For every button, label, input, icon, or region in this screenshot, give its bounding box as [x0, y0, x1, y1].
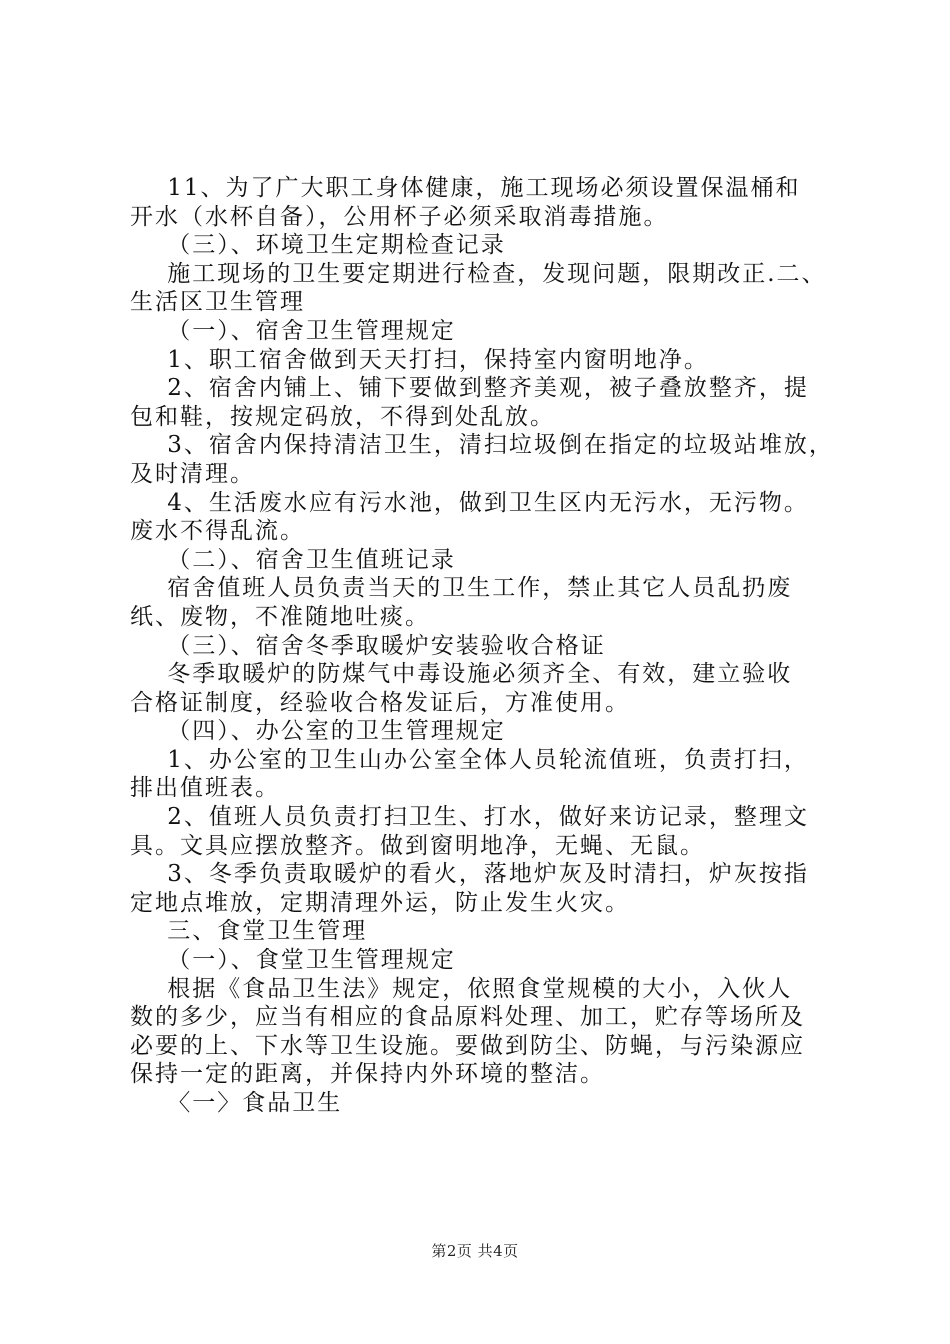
text-line: 2、宿舍内铺上、铺下要做到整齐美观，被子叠放整齐，提 — [130, 375, 809, 402]
section-heading: （三）、环境卫生定期检查记录 — [130, 232, 506, 259]
text-line: 1、职工宿舍做到天天打扫，保持室内窗明地净。 — [130, 346, 709, 373]
text-line: 数的多少，应当有相应的食品原料处理、加工，贮存等场所及 — [130, 1004, 805, 1031]
text-line: 生活区卫生管理 — [130, 289, 305, 316]
section-heading: （四）、办公室的卫生管理规定 — [130, 718, 506, 745]
section-heading: （二）、宿舍卫生值班记录 — [130, 546, 456, 573]
section-heading: （一）、食堂卫生管理规定 — [130, 947, 456, 974]
text-line: 排出值班表。 — [130, 775, 280, 802]
text-line: 合格证制度，经验收合格发证后，方准使用。 — [130, 689, 630, 716]
page-footer: 第2页 共4页 — [431, 1242, 519, 1260]
text-line: 保持一定的距离，并保持内外环境的整洁。 — [130, 1061, 605, 1088]
text-line: 废水不得乱流。 — [130, 518, 305, 545]
text-line: 4、生活废水应有污水池，做到卫生区内无污水，无污物。 — [130, 489, 809, 516]
section-heading: （三）、宿舍冬季取暖炉安装验收合格证 — [130, 632, 606, 659]
text-line: 冬季取暖炉的防煤气中毒设施必须齐全、有效，建立验收 — [130, 661, 793, 688]
text-line: 施工现场的卫生要定期进行检查，发现问题，限期改正.二、 — [130, 260, 827, 287]
body-text — [130, 174, 834, 1118]
text-line: 具。文具应摆放整齐。做到窗明地净，无蝇、无鼠。 — [130, 832, 705, 859]
text-line: 及时清理。 — [130, 460, 255, 487]
text-line: 开水（水杯自备），公用杯子必须采取消毒措施。 — [130, 203, 669, 230]
text-line: 11、为了广大职工身体健康，施工现场必须设置保温桶和 — [130, 175, 801, 201]
text-line: 3、冬季负责取暖炉的看火，落地炉灰及时清扫，炉灰按指 — [130, 861, 809, 888]
text-line: 1、办公室的卫生山办公室全体人员轮流值班，负责打扫， — [130, 746, 809, 773]
section-heading: 〈一〉食品卫生 — [130, 1090, 343, 1116]
text-line: 包和鞋，按规定码放，不得到处乱放。 — [130, 403, 555, 430]
text-line: 2、值班人员负责打扫卫生、打水，做好来访记录，整理文 — [130, 804, 809, 831]
section-heading: 三、食堂卫生管理 — [130, 918, 368, 945]
text-line: 宿舍值班人员负责当天的卫生工作，禁止其它人员乱扔废 — [130, 575, 793, 602]
text-line: 3、宿舍内保持清洁卫生，清扫垃圾倒在指定的垃圾站堆放， — [130, 432, 834, 459]
text-line: 必要的上、下水等卫生设施。要做到防尘、防蝇，与污染源应 — [130, 1032, 805, 1059]
text-line: 根据《食品卫生法》规定，依照食堂规模的大小，入伙人 — [130, 975, 793, 1002]
text-line: 纸、废物，不准随地吐痰。 — [130, 603, 430, 630]
text-line: 定地点堆放，定期清理外运，防止发生火灾。 — [130, 889, 630, 916]
section-heading: （一）、宿舍卫生管理规定 — [130, 317, 456, 344]
